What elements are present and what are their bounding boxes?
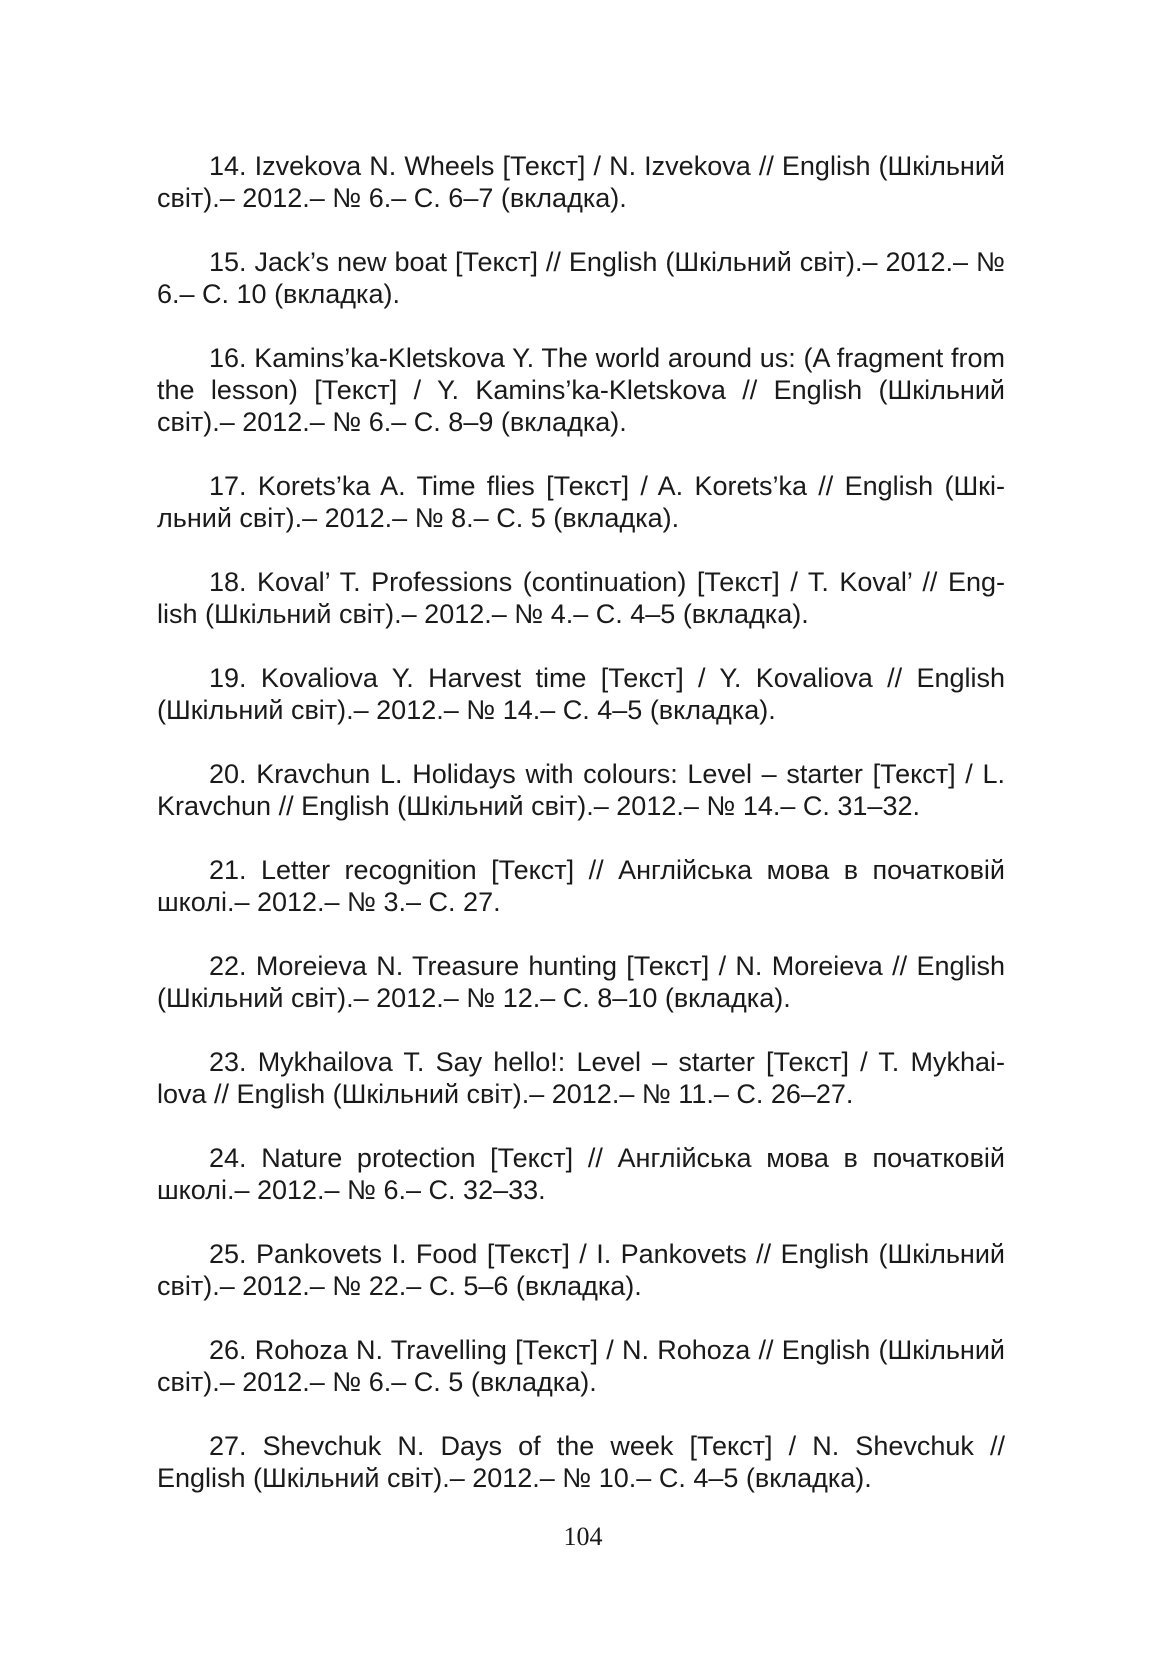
bibliography-entry-25: 25. Pankovets I. Food [Текст] / I. Pankovets // English (Шкільний світ).– 2012.– № 22.– С. 5–6 (вкладка). xyxy=(157,1239,1005,1301)
bibliography-entry-24: 24. Nature protection [Текст] // Англійська мова в початковій школі.– 2012.– № 6.– С. 32–33. xyxy=(157,1143,1005,1205)
bibliography-entry-14: 14. Izvekova N. Wheels [Текст] / N. Izvekova // English (Шкільний світ).– 2012.– № 6.– С. 6–7 (вкладка). xyxy=(157,151,1005,213)
bibliography-entry-17: 17. Korets’ka A. Time flies [Текст] / A. Korets’ka // English (Шкільний світ).– 2012.– № 8.– С. 5 (вкладка). xyxy=(157,471,1005,533)
page-number: 104 xyxy=(563,1522,603,1551)
bibliography-entry-26: 26. Rohoza N. Travelling [Текст] / N. Rohoza // English (Шкільний світ).– 2012.– № 6.– С. 5 (вкладка). xyxy=(157,1335,1005,1397)
bibliography-entry-27: 27. Shevchuk N. Days of the week [Текст] / N. Shevchuk // English (Шкільний світ).– 2012.– № 10.– С. 4–5 (вкладка). xyxy=(157,1431,1005,1493)
bibliography-entry-18: 18. Koval’ T. Professions (continuation) [Текст] / T. Koval’ // English (Шкільний світ).– 2012.– № 4.– С. 4–5 (вкладка). xyxy=(157,567,1005,629)
bibliography-entry-15: 15. Jack’s new boat [Текст] // English (Шкільний світ).– 2012.– № 6.– С. 10 (вкладка). xyxy=(157,247,1005,309)
bibliography-entry-21: 21. Letter recognition [Текст] // Англійська мова в початковій школі.– 2012.– № 3.– С. 27. xyxy=(157,855,1005,917)
bibliography-entry-19: 19. Kovaliova Y. Harvest time [Текст] / Y. Kovaliova // English (Шкільний світ).– 2012.– № 14.– С. 4–5 (вкладка). xyxy=(157,663,1005,725)
bibliography-list xyxy=(157,150,1005,1526)
bibliography-entry-16: 16. Kamins’ka-Kletskova Y. The world around us: (A fragment from the lesson) [Текст] / Y. Kamins’ka-Kletskova // English (Шкільний світ).– 2012.– № 6.– С. 8–9 (вкладка). xyxy=(157,343,1005,437)
bibliography-entry-22: 22. Moreieva N. Treasure hunting [Текст] / N. Moreieva // English (Шкільний світ).– 2012.– № 12.– С. 8–10 (вкладка). xyxy=(157,951,1005,1013)
bibliography-entry-23: 23. Mykhailova T. Say hello!: Level – starter [Текст] / T. Mykhailova // English (Шкільний світ).– 2012.– № 11.– С. 26–27. xyxy=(157,1047,1005,1109)
bibliography-entry-20: 20. Kravchun L. Holidays with colours: Level – starter [Текст] / L. Kravchun // English (Шкільний світ).– 2012.– № 14.– С. 31–32. xyxy=(157,759,1005,821)
